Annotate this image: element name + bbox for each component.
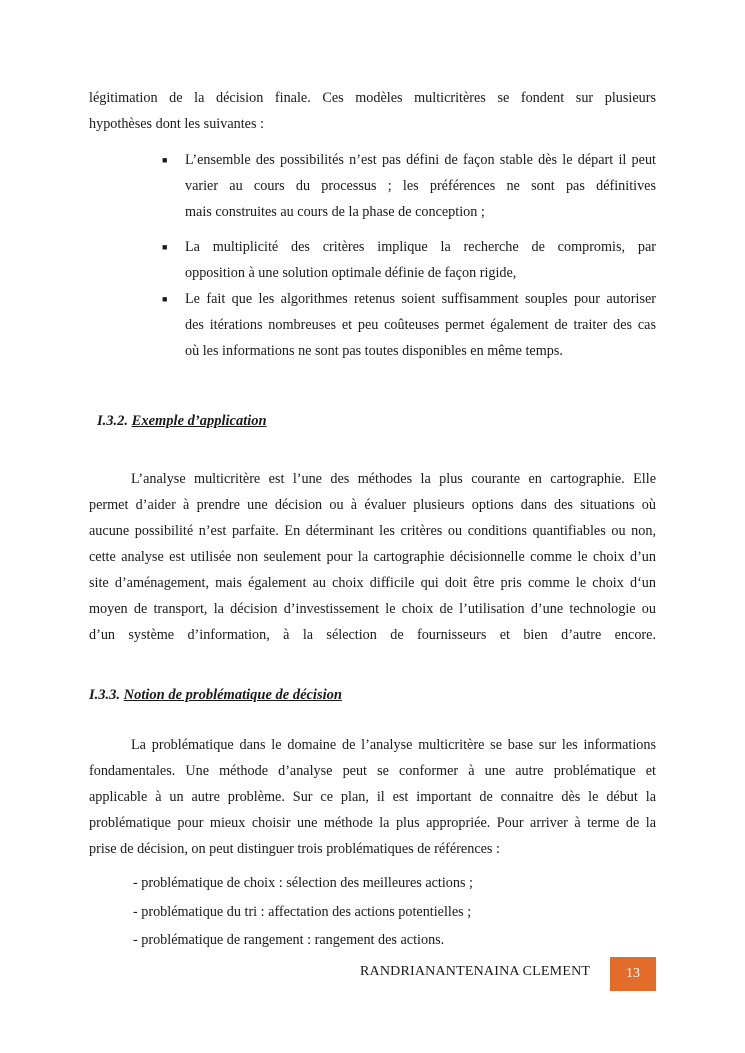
bullet-item bbox=[160, 286, 656, 364]
text-line: aucune possibilité n’est parfaite. En déterminant les critères ou conditions quantifiables ou non, bbox=[89, 523, 656, 539]
list-item: - problématique de rangement : rangement des actions. bbox=[133, 932, 445, 948]
text-line: L’analyse multicritère est l’une des méthodes la plus courante en cartographie. Elle bbox=[131, 471, 656, 487]
section-title: Notion de problématique de décision bbox=[123, 687, 342, 703]
text-line: où les informations ne sont pas toutes disponibles en même temps. bbox=[185, 343, 563, 359]
page-number-badge: 13 bbox=[610, 957, 656, 991]
section-title: Exemple d’application bbox=[131, 413, 267, 429]
list-item: - problématique du tri : affectation des actions potentielles ; bbox=[133, 903, 472, 920]
bullet-list bbox=[160, 147, 656, 364]
text-line: permet d’aider à prendre une décision ou à évaluer plusieurs options dans des situations où bbox=[89, 497, 656, 513]
text-line: prise de décision, on peut distinguer trois problématiques de références : bbox=[89, 841, 500, 857]
problematique-list bbox=[133, 869, 473, 955]
section-heading-1-3-2 bbox=[97, 413, 267, 430]
text-line: d’un système d’information, à la sélection de fournisseurs et bien d’autre encore. bbox=[89, 627, 656, 643]
text-line: applicable à un autre problème. Sur ce plan, il est important de connaitre dès le début la bbox=[89, 789, 656, 805]
list-item: - problématique de choix : sélection des meilleures actions ; bbox=[133, 875, 474, 891]
bullet-square-icon: ■ bbox=[162, 294, 168, 304]
section-number: I.3.2. bbox=[97, 413, 129, 429]
text-line: moyen de transport, la décision d’investissement le choix de l’utilisation d’une technologie ou bbox=[89, 601, 656, 617]
text-line: fondamentales. Une méthode d’analyse peut se conformer à une autre problématique et bbox=[89, 763, 656, 779]
text-line: La multiplicité des critères implique la recherche de compromis, par bbox=[185, 239, 656, 255]
text-line: L’ensemble des possibilités n’est pas défini de façon stable dès le départ il peut bbox=[185, 152, 656, 168]
paragraph-exemple-application bbox=[89, 466, 656, 648]
intro-paragraph bbox=[89, 85, 656, 137]
section-number: I.3.3. bbox=[89, 687, 121, 703]
text-line: opposition à une solution optimale définie de façon rigide, bbox=[185, 265, 517, 281]
bullet-item bbox=[160, 234, 656, 286]
bullet-square-icon: ■ bbox=[162, 155, 168, 165]
text-line: cette analyse est utilisée non seulement pour la cartographie décisionnelle comme le choix d’un bbox=[89, 549, 656, 565]
bullet-square-icon: ■ bbox=[162, 242, 168, 252]
footer-author: RANDRIANANTENAINA CLEMENT bbox=[360, 964, 591, 979]
text-line: site d’aménagement, mais également au choix difficile qui doit être pris comme le choix d‘un bbox=[89, 575, 656, 591]
text-line: Le fait que les algorithmes retenus soient suffisamment souples pour autoriser bbox=[185, 291, 656, 307]
text-line: varier au cours du processus ; les préférences ne sont pas définitives bbox=[185, 178, 656, 194]
text-line: légitimation de la décision finale. Ces modèles multicritères se fondent sur plusieurs bbox=[89, 90, 656, 106]
text-line: La problématique dans le domaine de l’analyse multicritère se base sur les informations bbox=[131, 737, 656, 753]
text-line: problématique pour mieux choisir une méthode la plus appropriée. Pour arriver à terme de la bbox=[89, 815, 656, 831]
text-line: hypothèses dont les suivantes : bbox=[89, 116, 264, 132]
text-line: des itérations nombreuses et peu coûteuses permet également de traiter des cas bbox=[185, 317, 656, 333]
bullet-item bbox=[160, 147, 656, 225]
section-heading-1-3-3 bbox=[89, 687, 342, 704]
paragraph-problematique bbox=[89, 732, 656, 862]
text-line: mais construites au cours de la phase de conception ; bbox=[185, 204, 485, 220]
